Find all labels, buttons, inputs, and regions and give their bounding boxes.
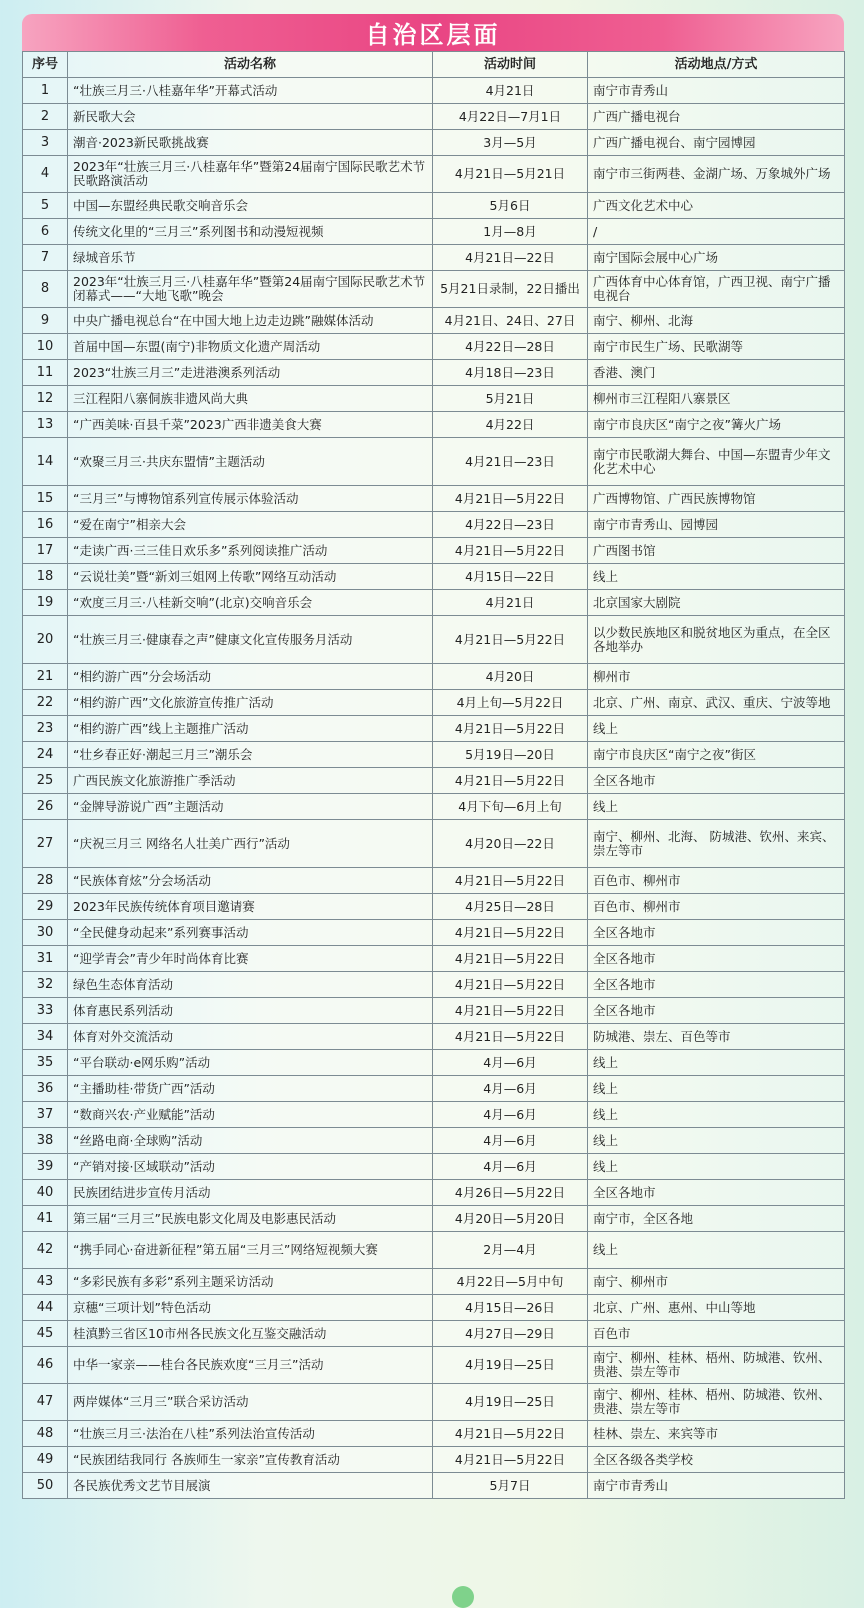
activity-place: 全区各地市 [588, 972, 845, 998]
activity-place: 南宁市，全区各地 [588, 1206, 845, 1232]
row-number: 1 [23, 78, 68, 104]
table-row [23, 716, 845, 742]
activity-place: 广西博物馆、广西民族博物馆 [588, 486, 845, 512]
activity-name: “全民健身动起来”系列赛事活动 [68, 920, 433, 946]
activity-time: 4月21日—5月22日 [433, 486, 588, 512]
activity-name: 桂滇黔三省区10市州各民族文化互鉴交融活动 [68, 1321, 433, 1347]
table-row [23, 1050, 845, 1076]
activity-name: 中华一家亲——桂台各民族欢度“三月三”活动 [68, 1347, 433, 1384]
activity-time: 4月26日—5月22日 [433, 1180, 588, 1206]
table-row [23, 1421, 845, 1447]
row-number: 40 [23, 1180, 68, 1206]
activity-name: “云说壮美”暨“新刘三姐网上传歌”网络互动活动 [68, 564, 433, 590]
activity-time: 4月—6月 [433, 1128, 588, 1154]
row-number: 50 [23, 1473, 68, 1499]
table-row [23, 334, 845, 360]
activity-name: “三月三”与博物馆系列宣传展示体验活动 [68, 486, 433, 512]
activity-place: 南宁市青秀山 [588, 78, 845, 104]
activity-place: 广西图书馆 [588, 538, 845, 564]
activity-table [22, 51, 845, 1499]
header-activity-time: 活动时间 [433, 52, 588, 78]
activity-name: 绿色生态体育活动 [68, 972, 433, 998]
row-number: 35 [23, 1050, 68, 1076]
activity-name: “壮族三月三·健康春之声”健康文化宣传服务月活动 [68, 616, 433, 664]
activity-place: 线上 [588, 1154, 845, 1180]
activity-time: 4月21日—5月22日 [433, 1447, 588, 1473]
activity-name: “主播助桂·带货广西”活动 [68, 1076, 433, 1102]
row-number: 16 [23, 512, 68, 538]
activity-time: 4月—6月 [433, 1050, 588, 1076]
table-row [23, 1076, 845, 1102]
table-row [23, 590, 845, 616]
table-row [23, 946, 845, 972]
row-number: 48 [23, 1421, 68, 1447]
row-number: 43 [23, 1269, 68, 1295]
activity-name: “金牌导游说广西”主题活动 [68, 794, 433, 820]
activity-name: “欢聚三月三·共庆东盟情”主题活动 [68, 438, 433, 486]
activity-time: 4月—6月 [433, 1154, 588, 1180]
table-row [23, 820, 845, 868]
activity-place: 线上 [588, 1050, 845, 1076]
row-number: 9 [23, 308, 68, 334]
activity-time: 4月21日—5月22日 [433, 868, 588, 894]
activity-place: 南宁市良庆区“南宁之夜”篝火广场 [588, 412, 845, 438]
row-number: 11 [23, 360, 68, 386]
activity-place: 南宁国际会展中心广场 [588, 245, 845, 271]
table-row [23, 193, 845, 219]
activity-name: 各民族优秀文艺节目展演 [68, 1473, 433, 1499]
activity-time: 4月21日—5月22日 [433, 616, 588, 664]
activity-place: 百色市、柳州市 [588, 868, 845, 894]
activity-time: 4月21日—5月22日 [433, 538, 588, 564]
activity-time: 5月21日 [433, 386, 588, 412]
table-row [23, 538, 845, 564]
row-number: 32 [23, 972, 68, 998]
activity-time: 4月19日—25日 [433, 1347, 588, 1384]
activity-time: 4月21日—5月22日 [433, 768, 588, 794]
row-number: 5 [23, 193, 68, 219]
activity-name: 中央广播电视总台“在中国大地上边走边跳”融媒体活动 [68, 308, 433, 334]
activity-name: 体育对外交流活动 [68, 1024, 433, 1050]
table-row [23, 1180, 845, 1206]
activity-name: “迎学青会”青少年时尚体育比赛 [68, 946, 433, 972]
row-number: 19 [23, 590, 68, 616]
activity-place: 南宁、柳州市 [588, 1269, 845, 1295]
row-number: 37 [23, 1102, 68, 1128]
row-number: 31 [23, 946, 68, 972]
section-banner [22, 14, 844, 51]
table-row [23, 1154, 845, 1180]
activity-name: 京穗“三项计划”特色活动 [68, 1295, 433, 1321]
row-number: 45 [23, 1321, 68, 1347]
activity-name: 体育惠民系列活动 [68, 998, 433, 1024]
activity-place: 线上 [588, 1076, 845, 1102]
row-number: 41 [23, 1206, 68, 1232]
activity-name: “相约游广西”线上主题推广活动 [68, 716, 433, 742]
activity-time: 4月21日—5月22日 [433, 1421, 588, 1447]
activity-time: 4月21日 [433, 78, 588, 104]
activity-time: 4月27日—29日 [433, 1321, 588, 1347]
activity-name: 民族团结进步宣传月活动 [68, 1180, 433, 1206]
row-number: 12 [23, 386, 68, 412]
activity-place: 全区各地市 [588, 946, 845, 972]
activity-time: 4月—6月 [433, 1102, 588, 1128]
activity-name: 绿城音乐节 [68, 245, 433, 271]
table-row [23, 1347, 845, 1384]
table-row [23, 1321, 845, 1347]
row-number: 8 [23, 271, 68, 308]
table-row [23, 1232, 845, 1269]
table-row [23, 972, 845, 998]
activity-name: 2023年“壮族三月三·八桂嘉年华”暨第24届南宁国际民歌艺术节闭幕式——“大地飞歌”晚会 [68, 271, 433, 308]
page-indicator-dot [452, 1586, 474, 1608]
activity-time: 4月20日—5月20日 [433, 1206, 588, 1232]
activity-name: “丝路电商·全球购”活动 [68, 1128, 433, 1154]
activity-time: 4月15日—22日 [433, 564, 588, 590]
row-number: 20 [23, 616, 68, 664]
table-row [23, 742, 845, 768]
activity-place: 全区各地市 [588, 1180, 845, 1206]
table-row [23, 308, 845, 334]
activity-place: 南宁市民歌湖大舞台、中国—东盟青少年文化艺术中心 [588, 438, 845, 486]
activity-time: 4月21日—5月22日 [433, 946, 588, 972]
activity-place: 广西文化艺术中心 [588, 193, 845, 219]
activity-time: 4月18日—23日 [433, 360, 588, 386]
row-number: 46 [23, 1347, 68, 1384]
table-row [23, 998, 845, 1024]
table-row [23, 894, 845, 920]
activity-place: 南宁、柳州、桂林、梧州、防城港、钦州、贵港、崇左等市 [588, 1347, 845, 1384]
header-number: 序号 [23, 52, 68, 78]
activity-place: 南宁市青秀山、园博园 [588, 512, 845, 538]
header-activity-place: 活动地点/方式 [588, 52, 845, 78]
activity-place: 广西体育中心体育馆，广西卫视、南宁广播电视台 [588, 271, 845, 308]
table-row [23, 386, 845, 412]
activity-name: 潮音·2023新民歌挑战赛 [68, 130, 433, 156]
activity-place: 北京、广州、南京、武汉、重庆、宁波等地 [588, 690, 845, 716]
activity-place: 线上 [588, 794, 845, 820]
table-row [23, 616, 845, 664]
activity-place: 线上 [588, 1232, 845, 1269]
activity-time: 4月22日—28日 [433, 334, 588, 360]
activity-place: 百色市、柳州市 [588, 894, 845, 920]
activity-time: 4月21日—5月22日 [433, 972, 588, 998]
table-row [23, 1206, 845, 1232]
row-number: 38 [23, 1128, 68, 1154]
row-number: 39 [23, 1154, 68, 1180]
activity-place: 百色市 [588, 1321, 845, 1347]
activity-time: 4月21日—5月22日 [433, 1024, 588, 1050]
row-number: 4 [23, 156, 68, 193]
activity-name: 广西民族文化旅游推广季活动 [68, 768, 433, 794]
activity-time: 5月7日 [433, 1473, 588, 1499]
row-number: 7 [23, 245, 68, 271]
activity-name: 第三届“三月三”民族电影文化周及电影惠民活动 [68, 1206, 433, 1232]
table-row [23, 104, 845, 130]
activity-time: 4月21日—5月22日 [433, 716, 588, 742]
table-row [23, 768, 845, 794]
table-row [23, 664, 845, 690]
table-row [23, 1447, 845, 1473]
row-number: 3 [23, 130, 68, 156]
table-row [23, 1269, 845, 1295]
activity-place: 全区各地市 [588, 768, 845, 794]
activity-time: 4月21日—5月22日 [433, 998, 588, 1024]
activity-name: “广西美味·百县千菜”2023广西非遗美食大赛 [68, 412, 433, 438]
activity-time: 4月15日—26日 [433, 1295, 588, 1321]
activity-name: “携手同心·奋进新征程”第五届“三月三”网络短视频大赛 [68, 1232, 433, 1269]
activity-time: 4月下旬—6月上旬 [433, 794, 588, 820]
table-row [23, 78, 845, 104]
table-row [23, 512, 845, 538]
row-number: 23 [23, 716, 68, 742]
row-number: 44 [23, 1295, 68, 1321]
row-number: 27 [23, 820, 68, 868]
activity-place: 以少数民族地区和脱贫地区为重点，在全区各地举办 [588, 616, 845, 664]
activity-time: 4月21日—22日 [433, 245, 588, 271]
activity-time: 1月—8月 [433, 219, 588, 245]
table-row [23, 219, 845, 245]
table-row [23, 1128, 845, 1154]
row-number: 15 [23, 486, 68, 512]
activity-time: 5月19日—20日 [433, 742, 588, 768]
table-row [23, 1024, 845, 1050]
activity-place: 南宁市青秀山 [588, 1473, 845, 1499]
activity-place: 南宁市良庆区“南宁之夜”街区 [588, 742, 845, 768]
table-row [23, 412, 845, 438]
activity-name: “庆祝三月三 网络名人壮美广西行”活动 [68, 820, 433, 868]
activity-name: 新民歌大会 [68, 104, 433, 130]
activity-name: 2023“壮族三月三”走进港澳系列活动 [68, 360, 433, 386]
activity-name: “欢度三月三·八桂新交响”(北京)交响音乐会 [68, 590, 433, 616]
activity-place: 南宁、柳州、北海、 防城港、钦州、来宾、崇左等市 [588, 820, 845, 868]
activity-time: 4月20日 [433, 664, 588, 690]
row-number: 47 [23, 1384, 68, 1421]
table-row [23, 130, 845, 156]
row-number: 22 [23, 690, 68, 716]
activity-name: “数商兴农·产业赋能”活动 [68, 1102, 433, 1128]
row-number: 10 [23, 334, 68, 360]
activity-time: 4月22日—23日 [433, 512, 588, 538]
activity-place: 防城港、崇左、百色等市 [588, 1024, 845, 1050]
activity-name: “相约游广西”文化旅游宣传推广活动 [68, 690, 433, 716]
activity-name: “平台联动·e网乐购”活动 [68, 1050, 433, 1076]
activity-time: 4月21日、24日、27日 [433, 308, 588, 334]
table-row [23, 868, 845, 894]
row-number: 34 [23, 1024, 68, 1050]
activity-name: 2023年“壮族三月三·八桂嘉年华”暨第24届南宁国际民歌艺术节民歌路演活动 [68, 156, 433, 193]
activity-time: 4月21日—5月21日 [433, 156, 588, 193]
table-row [23, 156, 845, 193]
activity-place: 全区各级各类学校 [588, 1447, 845, 1473]
activity-place: 全区各地市 [588, 920, 845, 946]
activity-place: 南宁、柳州、北海 [588, 308, 845, 334]
activity-place: 香港、澳门 [588, 360, 845, 386]
table-row [23, 690, 845, 716]
activity-name: “爱在南宁”相亲大会 [68, 512, 433, 538]
row-number: 6 [23, 219, 68, 245]
activity-name: 中国—东盟经典民歌交响音乐会 [68, 193, 433, 219]
activity-place: 线上 [588, 1128, 845, 1154]
section-title: 自治区层面 [365, 21, 501, 49]
activity-time: 2月—4月 [433, 1232, 588, 1269]
activity-name: 2023年民族传统体育项目邀请赛 [68, 894, 433, 920]
activity-time: 4月21日—5月22日 [433, 920, 588, 946]
table-row [23, 438, 845, 486]
activity-place: / [588, 219, 845, 245]
row-number: 26 [23, 794, 68, 820]
activity-place: 全区各地市 [588, 998, 845, 1024]
activity-time: 4月19日—25日 [433, 1384, 588, 1421]
row-number: 28 [23, 868, 68, 894]
activity-name: 首届中国—东盟(南宁)非物质文化遗产周活动 [68, 334, 433, 360]
activity-name: “多彩民族有多彩”系列主题采访活动 [68, 1269, 433, 1295]
table-row [23, 920, 845, 946]
activity-time: 4月21日 [433, 590, 588, 616]
activity-name: “壮族三月三·八桂嘉年华”开幕式活动 [68, 78, 433, 104]
row-number: 2 [23, 104, 68, 130]
activity-place: 北京国家大剧院 [588, 590, 845, 616]
table-row [23, 564, 845, 590]
table-row [23, 1473, 845, 1499]
header-activity-name: 活动名称 [68, 52, 433, 78]
activity-time: 4月22日—7月1日 [433, 104, 588, 130]
activity-time: 5月6日 [433, 193, 588, 219]
activity-place: 柳州市 [588, 664, 845, 690]
row-number: 18 [23, 564, 68, 590]
table-row [23, 245, 845, 271]
activity-time: 5月21日录制，22日播出 [433, 271, 588, 308]
row-number: 13 [23, 412, 68, 438]
activity-name: “民族团结我同行 各族师生一家亲”宣传教育活动 [68, 1447, 433, 1473]
row-number: 24 [23, 742, 68, 768]
activity-place: 广西广播电视台 [588, 104, 845, 130]
activity-time: 4月22日—5月中旬 [433, 1269, 588, 1295]
activity-time: 4月—6月 [433, 1076, 588, 1102]
activity-place: 柳州市三江程阳八寨景区 [588, 386, 845, 412]
activity-place: 线上 [588, 1102, 845, 1128]
activity-name: “走读广西·三三佳日欢乐多”系列阅读推广活动 [68, 538, 433, 564]
row-number: 30 [23, 920, 68, 946]
activity-time: 4月20日—22日 [433, 820, 588, 868]
activity-place: 桂林、崇左、来宾等市 [588, 1421, 845, 1447]
table-row [23, 1384, 845, 1421]
activity-name: “壮族三月三·法治在八桂”系列法治宣传活动 [68, 1421, 433, 1447]
activity-place: 广西广播电视台、南宁园博园 [588, 130, 845, 156]
activity-name: 三江程阳八寨侗族非遗风尚大典 [68, 386, 433, 412]
activity-place: 线上 [588, 716, 845, 742]
table-row [23, 794, 845, 820]
activity-name: “壮乡春正好·潮起三月三”潮乐会 [68, 742, 433, 768]
row-number: 36 [23, 1076, 68, 1102]
activity-name: “民族体育炫”分会场活动 [68, 868, 433, 894]
activity-place: 南宁市民生广场、民歌湖等 [588, 334, 845, 360]
row-number: 33 [23, 998, 68, 1024]
table-row [23, 271, 845, 308]
row-number: 14 [23, 438, 68, 486]
row-number: 42 [23, 1232, 68, 1269]
activity-place: 南宁市三街两巷、金湖广场、万象城外广场 [588, 156, 845, 193]
activity-name: “相约游广西”分会场活动 [68, 664, 433, 690]
activity-place: 线上 [588, 564, 845, 590]
table-row [23, 486, 845, 512]
activity-time: 4月上旬—5月22日 [433, 690, 588, 716]
activity-name: 两岸媒体“三月三”联合采访活动 [68, 1384, 433, 1421]
activity-place: 南宁、柳州、桂林、梧州、防城港、钦州、贵港、崇左等市 [588, 1384, 845, 1421]
activity-name: 传统文化里的“三月三”系列图书和动漫短视频 [68, 219, 433, 245]
row-number: 21 [23, 664, 68, 690]
activity-name: “产销对接·区域联动”活动 [68, 1154, 433, 1180]
activity-place: 北京、广州、惠州、中山等地 [588, 1295, 845, 1321]
activity-time: 4月25日—28日 [433, 894, 588, 920]
activity-time: 4月22日 [433, 412, 588, 438]
table-row [23, 360, 845, 386]
row-number: 29 [23, 894, 68, 920]
activity-time: 4月21日—23日 [433, 438, 588, 486]
row-number: 49 [23, 1447, 68, 1473]
row-number: 17 [23, 538, 68, 564]
table-header-row [23, 52, 845, 78]
table-row [23, 1102, 845, 1128]
table-row [23, 1295, 845, 1321]
activity-time: 3月—5月 [433, 130, 588, 156]
row-number: 25 [23, 768, 68, 794]
